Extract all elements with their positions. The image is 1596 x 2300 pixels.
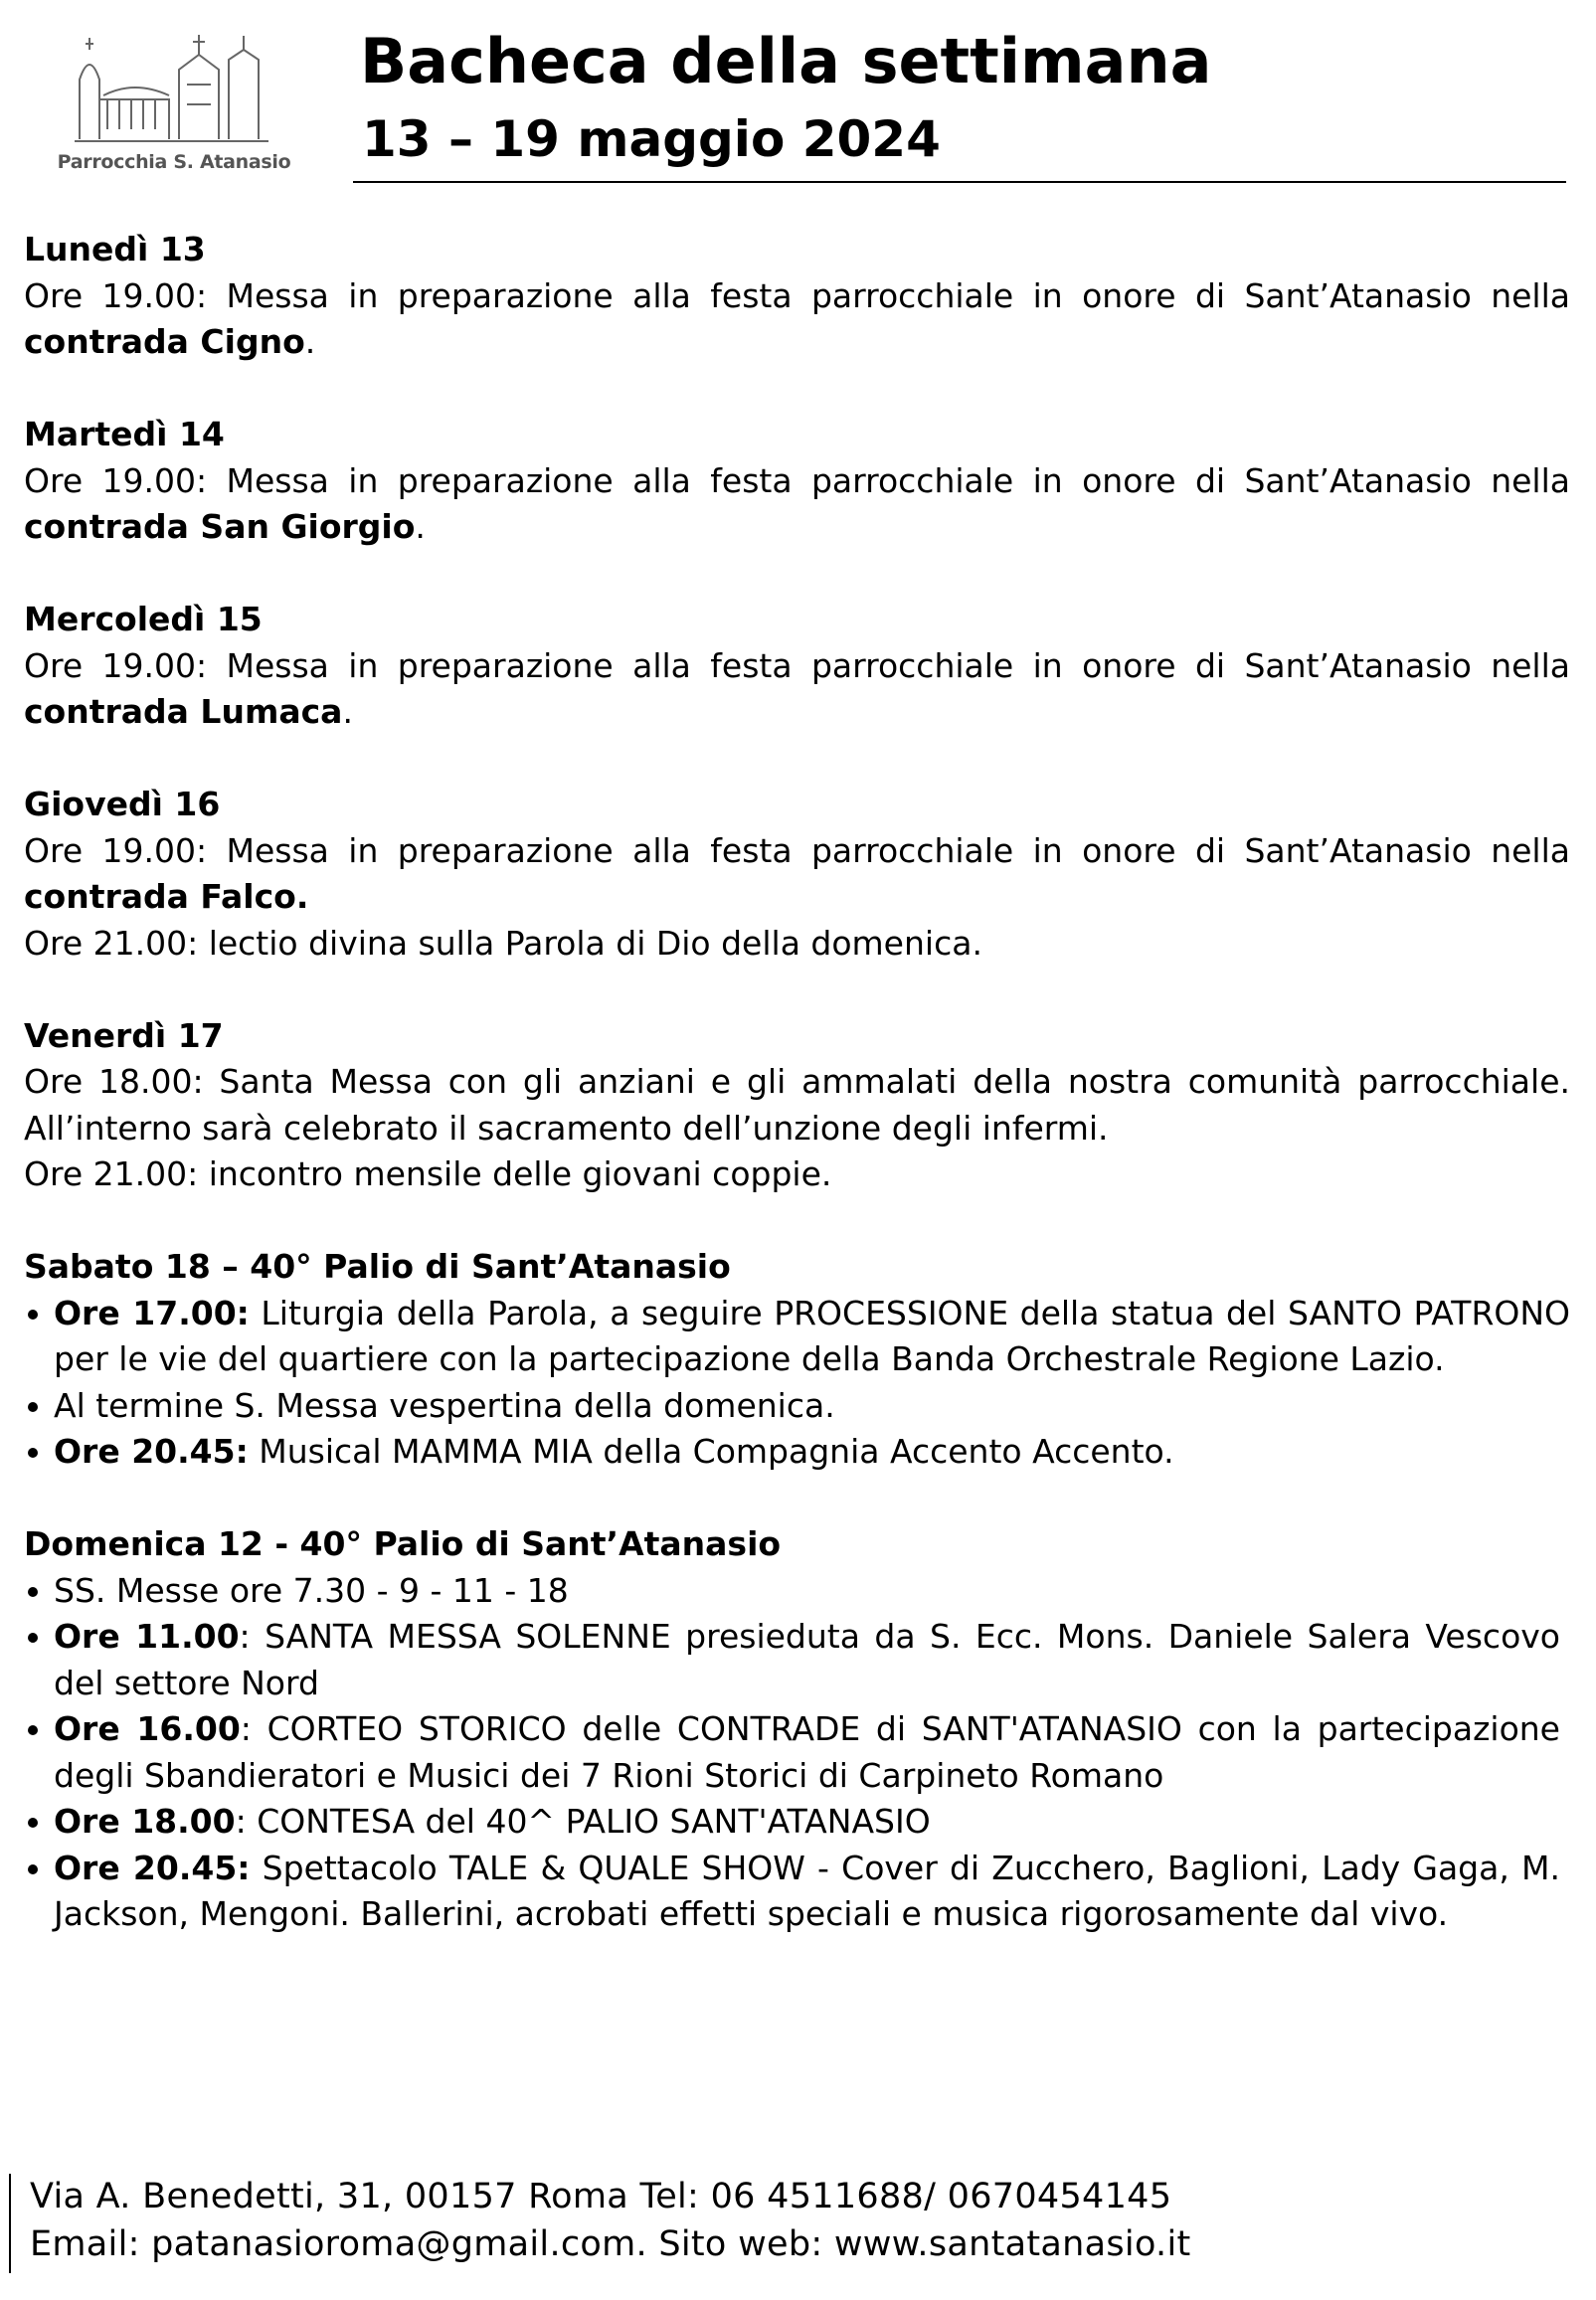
- item-text: Spettacolo TALE & QUALE SHOW - Cover di Zucchero, Baglioni, Lady Gaga, M. Jackson, Mengoni. Ballerini, acrobati effetti speciali e musica rigorosamente dal vivo.: [54, 1848, 1560, 1933]
- contrada-name: contrada Cigno: [24, 322, 305, 361]
- list-item: [24, 1568, 1560, 1615]
- list-item: [24, 1291, 1570, 1383]
- day-text-part: Ore 19.00: Messa in preparazione alla festa parrocchiale in onore di Sant’Atanasio nella: [24, 275, 1570, 315]
- logo-text: Parrocchia S. Atanasio: [57, 151, 291, 173]
- day-wednesday: [24, 597, 1570, 736]
- list-item: [24, 1429, 1570, 1476]
- footer-contact: Email: patanasioroma@gmail.com. Sito web: www.santatanasio.it: [30, 2224, 1191, 2264]
- day-text: Ore 18.00: Santa Messa con gli anziani e gli ammalati della nostra comunità parrocchiale. All’interno sarà celebrato il sacramento dell’unzione degli infermi.: [24, 1062, 1570, 1148]
- list-item: [24, 1383, 1570, 1430]
- contrada-name: contrada Lumaca: [24, 692, 343, 731]
- contrada-name: contrada San Giorgio: [24, 507, 416, 546]
- item-text: Al termine S. Messa vespertina della domenica.: [54, 1385, 835, 1425]
- day-heading: Domenica 12 - 40° Palio di Sant’Atanasio: [24, 1524, 782, 1563]
- day-text-part: Ore 19.00: Messa in preparazione alla festa parrocchiale in onore di Sant’Atanasio nella: [24, 830, 1570, 870]
- item-time: Ore 16.00: [54, 1709, 241, 1748]
- day-heading: Martedì 14: [24, 415, 225, 453]
- list-item: [24, 1799, 1560, 1846]
- header: [0, 0, 1596, 199]
- day-saturday: [24, 1244, 1570, 1476]
- list-item: [24, 1614, 1560, 1706]
- item-text: : CONTESA del 40^ PALIO SANT'ATANASIO: [235, 1802, 931, 1841]
- item-text: : SANTA MESSA SOLENNE presieduta da S. Ecc. Mons. Daniele Salera Vescovo del settore Nord: [54, 1617, 1560, 1702]
- day-extra-line: Ore 21.00: lectio divina sulla Parola di Dio della domenica.: [24, 923, 982, 963]
- day-text: [24, 273, 1570, 366]
- day-monday: [24, 227, 1570, 366]
- page-subtitle: 13 – 19 maggio 2024: [362, 110, 941, 168]
- church-sketch-icon: [70, 30, 278, 149]
- item-text: SS. Messe ore 7.30 - 9 - 11 - 18: [54, 1570, 569, 1610]
- list-item: [24, 1706, 1560, 1799]
- footer-divider: [9, 2174, 11, 2273]
- day-thursday: [24, 782, 1570, 967]
- header-divider: [353, 181, 1566, 183]
- day-text-part: Ore 19.00: Messa in preparazione alla festa parrocchiale in onore di Sant’Atanasio nella: [24, 645, 1570, 685]
- contrada-name: contrada Falco.: [24, 877, 309, 916]
- day-heading: Sabato 18 – 40° Palio di Sant’Atanasio: [24, 1247, 731, 1286]
- day-sunday: [24, 1521, 1570, 1938]
- sunday-list: [24, 1568, 1560, 1938]
- bulletin-content: [24, 227, 1570, 1984]
- item-text: : CORTEO STORICO delle CONTRADE di SANT'ATANASIO con la partecipazione degli Sbandieratori e Musici dei 7 Rioni Storici di Carpineto Romano: [54, 1709, 1560, 1795]
- footer-address: Via A. Benedetti, 31, 00157 Roma Tel: 06 4511688/ 0670454145: [30, 2177, 1172, 2216]
- item-time: Ore 20.45:: [54, 1848, 251, 1887]
- day-text-part: .: [415, 507, 426, 546]
- page-title: Bacheca della settimana: [360, 25, 1212, 97]
- day-text-part: Ore 19.00: Messa in preparazione alla festa parrocchiale in onore di Sant’Atanasio nella: [24, 460, 1570, 500]
- day-tuesday: [24, 412, 1570, 551]
- item-text: Liturgia della Parola, a seguire PROCESSIONE della statua del SANTO PATRONO per le vie del quartiere con la partecipazione della Banda Orchestrale Regione Lazio.: [54, 1293, 1571, 1378]
- item-time: Ore 20.45:: [54, 1432, 249, 1471]
- item-time: Ore 11.00: [54, 1617, 240, 1656]
- saturday-list: [24, 1291, 1570, 1476]
- day-heading: Lunedì 13: [24, 230, 206, 268]
- day-text: [24, 458, 1570, 551]
- item-time: Ore 18.00: [54, 1802, 236, 1841]
- day-heading: Venerdì 17: [24, 1015, 224, 1055]
- day-text-part: .: [342, 692, 353, 731]
- day-text: [24, 828, 1570, 921]
- item-text: Musical MAMMA MIA della Compagnia Accento Accento.: [248, 1432, 1174, 1471]
- day-heading: Giovedì 16: [24, 785, 221, 823]
- day-friday: [24, 1013, 1570, 1198]
- footer: [0, 2160, 1596, 2279]
- day-extra-line: Ore 21.00: incontro mensile delle giovani coppie.: [24, 1154, 832, 1193]
- day-heading: Mercoledì 15: [24, 600, 263, 638]
- day-text-part: .: [304, 322, 316, 361]
- parish-logo: [30, 20, 318, 179]
- item-time: Ore 17.00:: [54, 1293, 250, 1332]
- day-text: [24, 643, 1570, 736]
- list-item: [24, 1846, 1560, 1938]
